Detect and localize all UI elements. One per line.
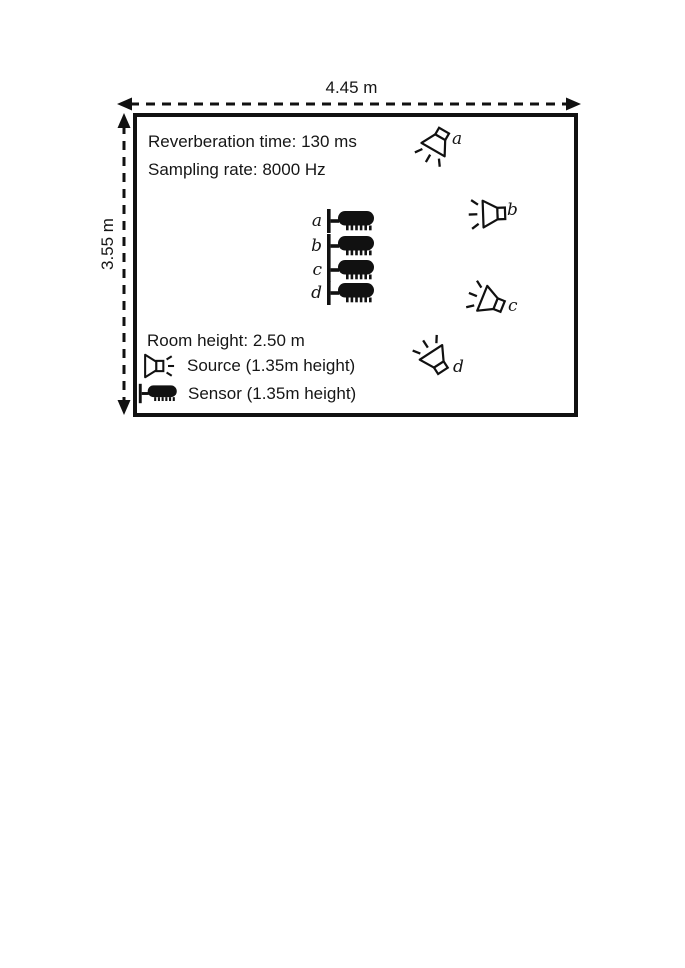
sensor-label-a: a <box>311 211 322 231</box>
source-label-a: a <box>452 129 463 149</box>
microphone-icon <box>327 208 377 234</box>
legend-sensor-label: Sensor (1.35m height) <box>188 383 357 403</box>
reverberation-time-text: Reverberation time: 130 ms <box>148 132 357 151</box>
sensor-row-d <box>296 280 377 306</box>
speaker-icon-source-b <box>462 195 507 233</box>
room-width-arrow <box>116 96 582 112</box>
room-height-text: Room height: 2.50 m <box>147 331 305 350</box>
sensor-row-a <box>296 208 377 234</box>
microphone-icon <box>138 383 180 404</box>
sensor-label-b: b <box>311 236 322 256</box>
sensor-label-d: d <box>311 283 322 303</box>
microphone-icon <box>327 280 377 306</box>
room-height-dimension-label: 3.55 m <box>98 218 117 270</box>
source-label-c: c <box>508 296 518 316</box>
sensor-label-c: c <box>312 260 322 280</box>
sensor-row-b <box>296 233 377 259</box>
speaker-icon <box>143 352 179 380</box>
microphone-icon <box>327 233 377 259</box>
room-height-arrow <box>116 112 132 416</box>
legend-source-label: Source (1.35m height) <box>187 356 356 375</box>
sampling-rate-text: Sampling rate: 8000 Hz <box>148 160 326 179</box>
legend-sensor-row <box>138 383 356 404</box>
source-label-d: d <box>453 357 464 377</box>
legend-source-row <box>143 352 355 380</box>
room-width-label: 4.45 m <box>325 78 378 97</box>
source-label-b: b <box>507 200 518 220</box>
